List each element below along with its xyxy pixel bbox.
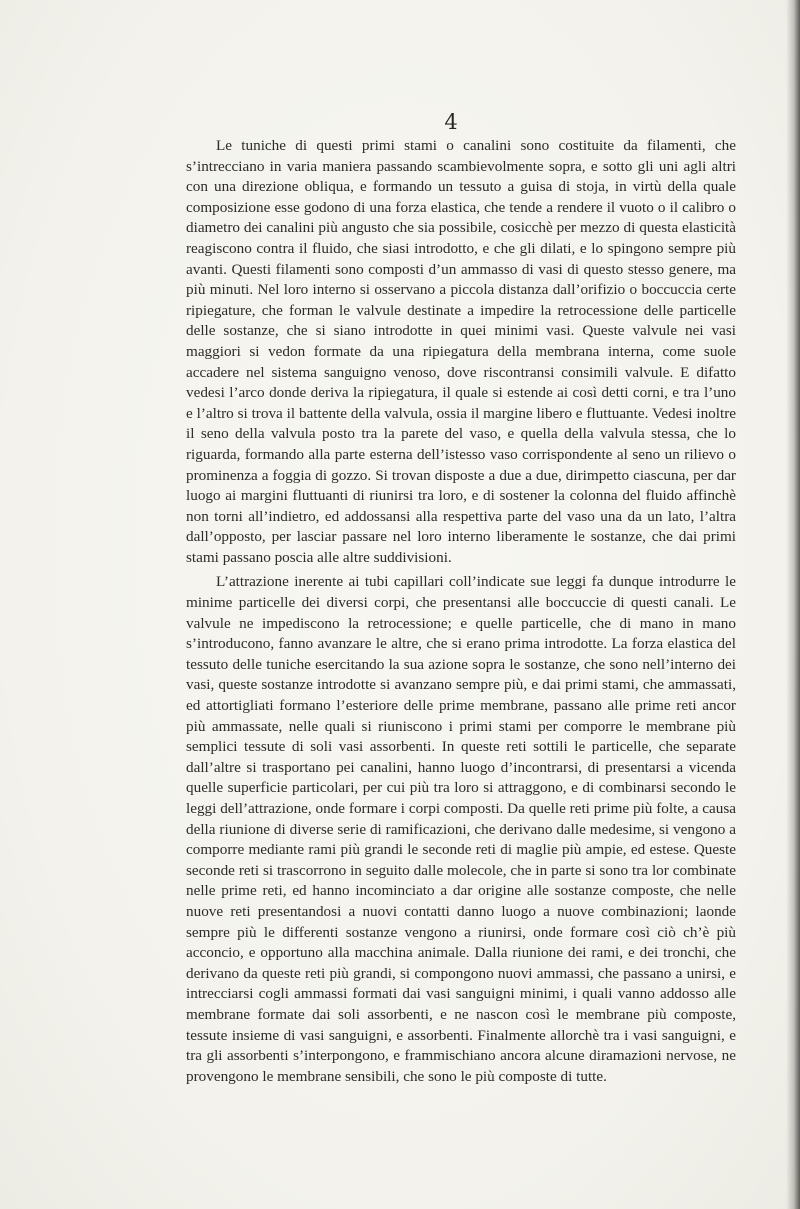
page-edge-shadow xyxy=(786,0,800,1209)
page-number: 4 xyxy=(444,110,458,134)
body-text xyxy=(186,136,736,1087)
paragraph-1: Le tuniche di questi primi stami o canalini sono costituite da filamenti, che s’intrecciano in varia maniera passando scambievolmente sopra, e sotto gli uni agli altri con una direzione obliqua, e formando un tessuto a guisa di stoja, in virtù della quale composizione esse godono di una forza elastica, che tende a rendere il vuoto o il calibro o diametro dei canalini più angusto che sia possibile, cosicchè per mezzo di questa elasticità reagiscono contra il fluido, che siasi introdotto, e che gli dilati, e lo spingono sempre più avanti. Questi filamenti sono composti d’un ammasso di vasi di questo stesso genere, ma più minuti. Nel loro interno si osservano a piccola distanza dall’orifizio o boccuccia certe ripiegature, che forman le valvule destinate a impedire la retrocessione delle particelle delle sostanze, che si siano introdotte in quei minimi vasi. Queste valvule nei vasi maggiori si vedon formate da una ripiegatura della membrana interna, come suole accadere nel sistema sanguigno venoso, dove riscontransi consimili valvule. E difatto vedesi l’arco donde deriva la ripiegatura, il quale si estende ai così detti corni, e tra l’uno e l’altro si trova il battente della valvula, ossia il margine libero e fluttuante. Vedesi inoltre il seno della valvula posto tra la parete del vaso, e quella della valvula stessa, che lo riguarda, formando alla parte esterna dell’istesso vaso corrispondente al seno un rilievo o prominenza a foggia di gozzo. Si trovan disposte a due a due, dirimpetto ciascuna, per dar luogo ai margini fluttuanti di riunirsi tra loro, e di sostener la colonna del fluido affinchè non torni all’indietro, ed addossansi alla respettiva parte del vaso una da un lato, l’altra dall’opposto, per lasciar passare nel loro interno liberamente le sostanze, che dai primi stami passano poscia alle altre suddivisioni. xyxy=(186,137,736,566)
paragraph-2: L’attrazione inerente ai tubi capillari coll’indicate sue leggi fa dunque introdurre le minime particelle dei diversi corpi, che presentansi alle boccuccie di questi canali. Le valvule ne impediscono la retrocessione; e quelle particelle, che di mano in mano s’introducono, fanno avanzare le altre, che si erano prima introdotte. La forza elastica del tessuto delle tuniche esercitando la sua azione sopra le sostanze, che sono nell’interno dei vasi, queste sostanze introdotte si avanzano sempre più, e dai primi stami, che ammassati, ed attortigliati formano l’esteriore delle prime membrane, passano alle prime reti ancor più ammassate, nelle quali si riuniscono i primi stami per comporre le membrane più semplici tessute di soli vasi assorbenti. In queste reti sottili le particelle, che separate dall’altre si trasportano pei canalini, hanno luogo d’incontrarsi, di presentarsi a vicenda quelle superficie particolari, per cui più tra loro si attraggono, e di combinarsi secondo le leggi dell’attrazione, onde formare i corpi composti. Da quelle reti prime più folte, a causa della riunione di diverse serie di ramificazioni, che derivano dalle medesime, si vengono a comporre mediante rami più grandi le seconde reti di maglie più ampie, ed estese. Queste seconde reti si trascorrono in seguito dalle molecole, che in parte si sono tra lor combinate nelle prime reti, ed hanno incominciato a dar origine alle sostanze composte, che nelle nuove reti presentandosi a nuovi contatti danno luogo a nuove combinazioni; laonde sempre più le differenti sostanze vengono a riunirsi, onde formare così ciò ch’è più acconcio, e opportuno alla macchina animale. Dalla riunione dei rami, e dei tronchi, che derivano da queste reti più grandi, si compongono nuovi ammassi, che passano a unirsi, e intrecciarsi cogli ammassi formati dai vasi sanguigni minimi, i quali vanno addosso alle membrane formate dai soli assorbenti, e ne nascon così le membrane più composte, tessute insieme di vasi sanguigni, e assorbenti. Finalmente allorchè tra i vasi sanguigni, e tra gli assorbenti s’interpongono, e frammischiano ancora alcune diramazioni nervose, ne provengono le membrane sensibili, che sono le più composte di tutte. xyxy=(186,573,736,1085)
